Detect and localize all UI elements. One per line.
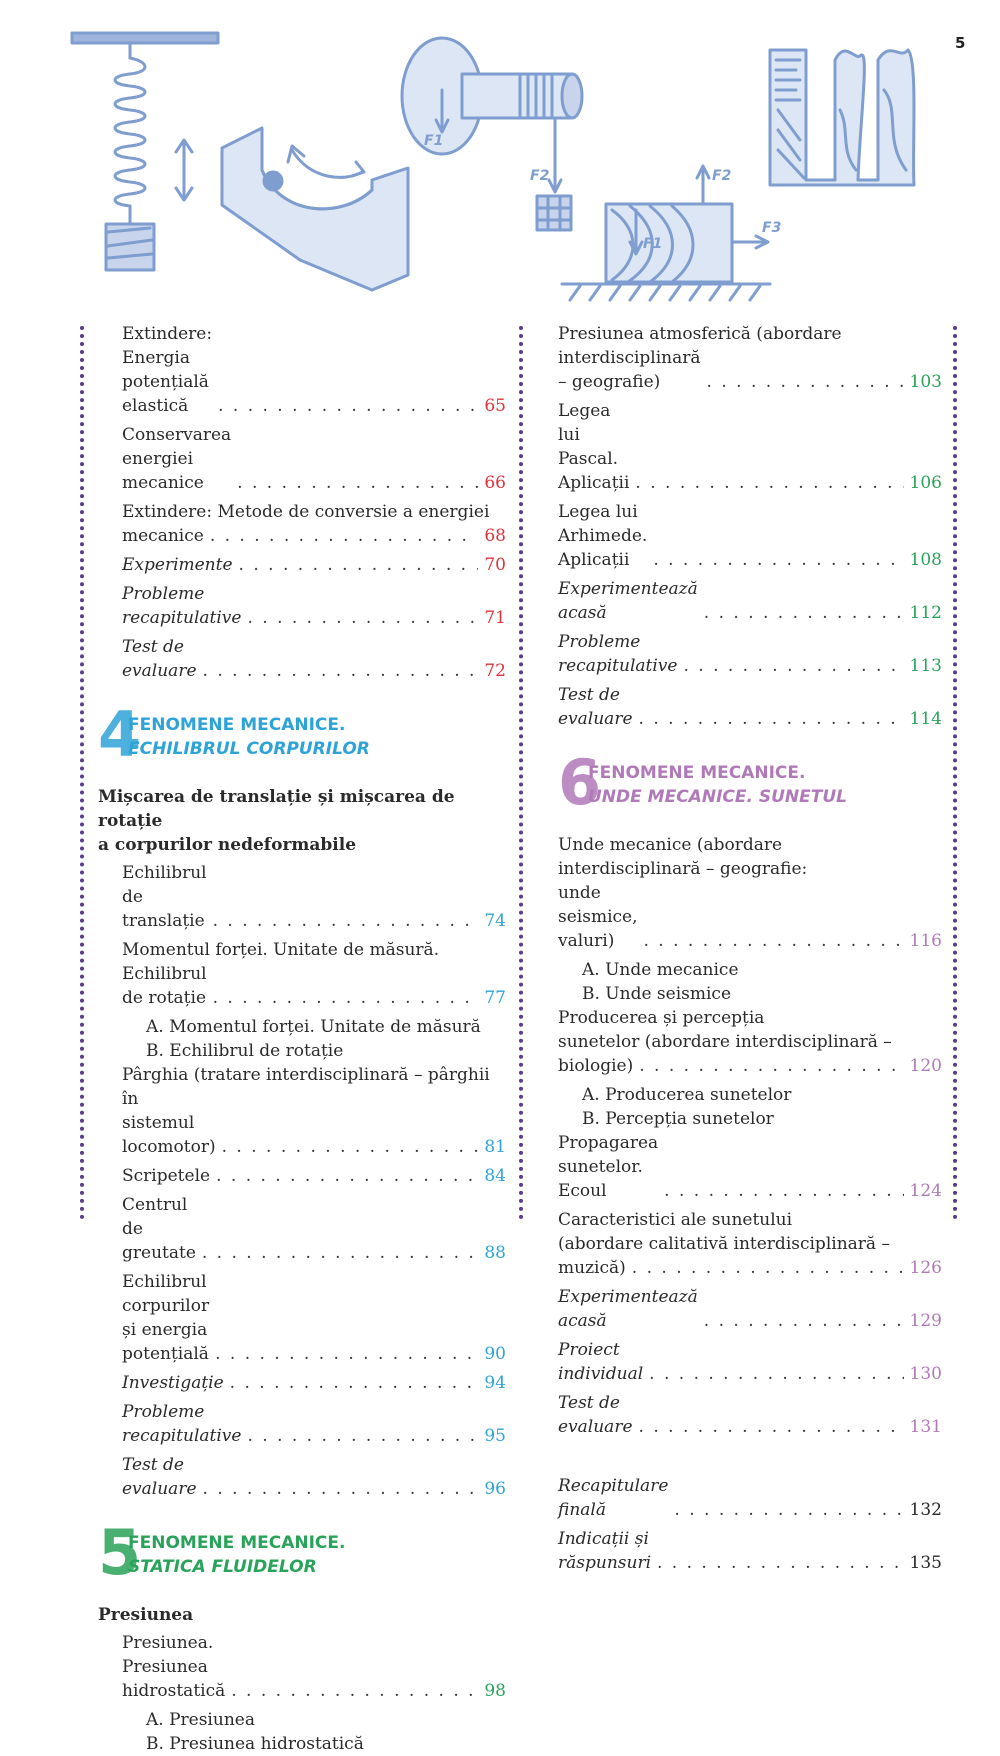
toc-entry-title: Extindere: Metode de conversie a energiei	[122, 502, 490, 522]
force-label: F2	[530, 168, 550, 184]
toc-entry-page: 74	[484, 911, 506, 931]
toc-entry-title: în sistemul locomotor)	[122, 1089, 216, 1157]
toc-entry-page: 66	[484, 473, 506, 493]
dot-leader	[657, 1551, 904, 1575]
toc-entry[interactable]	[558, 881, 942, 953]
toc-entry-title: interdisciplinară – geografie)	[558, 348, 701, 392]
toc-right-column	[558, 322, 942, 1580]
block-forces-sketch	[562, 166, 770, 300]
toc-entry[interactable]	[98, 1039, 506, 1063]
section-heading: Presiunea	[98, 1605, 194, 1625]
toc-entry-page: 65	[484, 396, 506, 416]
toc-entry[interactable]	[558, 1054, 942, 1078]
toc-entry[interactable]	[98, 861, 506, 933]
toc-left-column	[98, 322, 506, 1756]
chapter-number: 5	[98, 1516, 142, 1589]
toc-entry-page: 88	[484, 1243, 506, 1263]
toc-entry[interactable]	[558, 1107, 942, 1131]
toc-entry[interactable]	[558, 577, 942, 625]
toc-entry-title: Propagarea sunetelor. Ecoul	[558, 1133, 659, 1201]
toc-entry-title: Probleme recapitulative	[122, 1402, 242, 1446]
toc-entry-page: 68	[484, 526, 506, 546]
dot-leader	[237, 471, 478, 495]
toc-entry-title: Test de evaluare	[558, 1393, 633, 1437]
toc-entry[interactable]	[558, 1527, 942, 1575]
toc-entry[interactable]	[98, 582, 506, 630]
toc-entry-title: Recapitulare finală	[558, 1476, 669, 1520]
chapter-title-line2: UNDE MECANICE. SUNETUL	[588, 787, 847, 807]
toc-entry[interactable]	[98, 938, 506, 962]
chapter-title-line2: ECHILIBRUL CORPURILOR	[128, 739, 370, 759]
toc-entry-title: A. Producerea sunetelor	[582, 1085, 792, 1105]
toc-entry[interactable]	[98, 1087, 506, 1159]
toc-entry-page: 71	[484, 608, 506, 628]
dot-leader	[216, 1164, 478, 1188]
toc-entry-title: Producerea și percepția	[558, 1008, 765, 1028]
toc-entry-page: 77	[484, 988, 506, 1008]
force-label: F1	[424, 133, 444, 149]
toc-entry-title: Proiect individual	[558, 1340, 644, 1384]
toc-entry-page: 113	[909, 656, 942, 676]
toc-entry[interactable]	[558, 857, 942, 881]
toc-entry-title: Pârghia (tratare interdisciplinară – pârghii	[122, 1065, 490, 1085]
dot-leader	[704, 1309, 904, 1333]
toc-entry-title: Experimente	[122, 555, 233, 575]
toc-entry-page: 126	[909, 1258, 942, 1278]
toc-entry-title: Probleme recapitulative	[122, 584, 242, 628]
toc-entry[interactable]	[98, 1400, 506, 1448]
toc-entry[interactable]	[558, 683, 942, 731]
spring-sketch	[72, 33, 218, 270]
toc-entry[interactable]	[558, 1030, 942, 1054]
dot-leader	[213, 986, 478, 1010]
toc-entry[interactable]	[558, 500, 942, 572]
toc-entry-title: interdisciplinară – geografie:	[558, 859, 808, 879]
toc-entry[interactable]	[558, 1006, 942, 1030]
dot-leader	[704, 601, 904, 625]
toc-entry-title: Test de evaluare	[122, 637, 197, 681]
toc-entry-title: Presiunea. Presiunea hidrostatică	[122, 1633, 226, 1701]
dot-leader	[643, 929, 903, 953]
chapter-title-line2: STATICA FLUIDELOR	[128, 1557, 317, 1577]
toc-entry-page: 96	[484, 1479, 506, 1499]
spacer	[558, 1444, 942, 1474]
toc-entry[interactable]	[98, 962, 506, 1010]
toc-entry-page: 81	[484, 1137, 506, 1157]
dot-leader	[635, 471, 903, 495]
toc-entry[interactable]	[558, 630, 942, 678]
dot-leader	[649, 1362, 903, 1386]
chapter-5-heading	[98, 1516, 506, 1589]
toc-entry[interactable]	[558, 1232, 942, 1256]
chapter-title-line1: FENOMENE MECANICE.	[128, 715, 346, 735]
section-heading-line: Mișcarea de translație și mișcarea de rotație	[98, 787, 455, 831]
dot-leader	[239, 553, 478, 577]
toc-entry-title: Experimentează acasă	[558, 579, 698, 623]
chapter-4-entries	[98, 861, 506, 1501]
toc-entry-title: A. Momentul forței. Unitate de măsură	[146, 1017, 481, 1037]
toc-entry-title: biologie)	[558, 1056, 634, 1076]
dot-leader	[203, 659, 478, 683]
toc-entry-title: sunetelor (abordare interdisciplinară –	[558, 1032, 892, 1052]
chapter-title-line1: FENOMENE MECANICE.	[588, 763, 806, 783]
toc-entry[interactable]	[558, 833, 942, 857]
toc-entry-page: 72	[484, 661, 506, 681]
dot-leader	[247, 1424, 478, 1448]
dot-leader	[222, 1135, 478, 1159]
toc-entry[interactable]	[98, 1164, 506, 1188]
toc-entry-title: Indicații și răspunsuri	[558, 1529, 652, 1573]
toc-entry[interactable]	[98, 1015, 506, 1039]
toc-entry-title: Experimentează acasă	[558, 1287, 698, 1331]
toc-entry[interactable]	[98, 524, 506, 548]
dot-leader	[664, 1179, 903, 1203]
page-number: 5	[955, 34, 966, 52]
center-dotted-divider	[519, 326, 523, 1220]
toc-entry[interactable]	[98, 1708, 506, 1732]
toc-entry-page: 70	[484, 555, 506, 575]
chapter-6-entries	[558, 833, 942, 1439]
toc-entry-title: Conservarea energiei mecanice	[122, 425, 232, 493]
toc-entry-title: A. Unde mecanice	[582, 960, 739, 980]
toc-entry-page: 106	[909, 473, 942, 493]
dot-leader	[247, 606, 478, 630]
toc-entry[interactable]	[98, 1270, 506, 1366]
toc-entry-page: 90	[484, 1344, 506, 1364]
right-top-entries	[558, 322, 942, 731]
toc-entry-page: 112	[909, 603, 942, 623]
toc-entry[interactable]	[558, 1285, 942, 1333]
dot-leader	[203, 1477, 478, 1501]
toc-entry[interactable]	[558, 1256, 942, 1280]
dot-leader	[632, 1256, 904, 1280]
toc-entry-title: Test de evaluare	[558, 685, 633, 729]
dot-leader	[639, 1054, 903, 1078]
dot-leader	[230, 1371, 478, 1395]
toc-entry[interactable]	[98, 322, 506, 418]
dot-leader	[707, 370, 904, 394]
dot-leader	[683, 654, 903, 678]
toc-entry[interactable]	[98, 1732, 506, 1756]
dot-leader	[653, 548, 903, 572]
physics-sketch-illustration	[0, 0, 1000, 310]
toc-entry[interactable]	[558, 322, 942, 346]
force-label: F2	[712, 168, 732, 184]
toc-entry[interactable]	[558, 958, 942, 982]
dot-leader	[213, 909, 478, 933]
section-heading-line: a corpurilor nedeformabile	[98, 835, 357, 855]
toc-entry-title: Extindere: Energia potențială elastică	[122, 324, 213, 416]
toc-entry-page: 120	[909, 1056, 942, 1076]
toc-entry-page: 108	[909, 550, 942, 570]
toc-entry-title: Echilibrul de rotație	[122, 964, 207, 1008]
toc-entry-title: unde seismice, valuri)	[558, 883, 638, 951]
toc-entry-page: 98	[484, 1681, 506, 1701]
toc-entry-page: 114	[909, 709, 942, 729]
toc-entry-page: 131	[909, 1417, 942, 1437]
dot-leader	[210, 524, 478, 548]
toc-entry-title: A. Presiunea	[146, 1710, 255, 1730]
toc-entry-title: Scripetele	[122, 1166, 211, 1186]
toc-entry[interactable]	[98, 553, 506, 577]
toc-entry-title: muzică)	[558, 1258, 626, 1278]
toc-entry[interactable]	[558, 1391, 942, 1439]
toc-entry-title: Probleme recapitulative	[558, 632, 678, 676]
section-heading	[98, 785, 506, 857]
dot-leader	[215, 1342, 478, 1366]
toc-entry-page: 129	[909, 1311, 942, 1331]
toc-entry-title: (abordare calitativă interdisciplinară –	[558, 1234, 890, 1254]
toc-entry[interactable]	[558, 1083, 942, 1107]
toc-entry-title: Legea lui Arhimede. Aplicații	[558, 502, 648, 570]
dot-leader	[231, 1679, 478, 1703]
toc-entry[interactable]	[558, 1208, 942, 1232]
left-dotted-divider	[80, 326, 84, 1220]
toc-entry-title: Unde mecanice (abordare	[558, 835, 783, 855]
toc-entry-page: 103	[909, 372, 942, 392]
toc-entry-page: 124	[909, 1181, 942, 1201]
force-label: F1	[643, 236, 663, 252]
right-dotted-divider	[953, 326, 957, 1220]
toc-entry-title: B. Percepția sunetelor	[582, 1109, 774, 1129]
toc-entry-title: Echilibrul corpurilor și energia potențială	[122, 1272, 210, 1364]
left-top-entries	[98, 322, 506, 683]
toc-entry-title: Investigație	[122, 1373, 224, 1393]
toc-entry-page: 135	[909, 1553, 942, 1573]
toc-entry-title: Caracteristici ale sunetului	[558, 1210, 793, 1230]
dot-leader	[218, 394, 478, 418]
toc-entry-title: B. Echilibrul de rotație	[146, 1041, 344, 1061]
toc-entry-title: Centrul de greutate	[122, 1195, 196, 1263]
toc-entry[interactable]	[558, 1131, 942, 1203]
toc-entry[interactable]	[98, 635, 506, 683]
toc-entry-title: Echilibrul de translație	[122, 863, 207, 931]
toc-entry[interactable]	[558, 982, 942, 1006]
toc-entry[interactable]	[558, 346, 942, 394]
toc-entry-title: Legea lui Pascal. Aplicații	[558, 401, 630, 493]
chapter-number: 6	[558, 746, 602, 819]
toc-entry-page: 116	[909, 931, 942, 951]
toc-entry[interactable]	[558, 1338, 942, 1386]
dot-leader	[202, 1241, 478, 1265]
chapter-4-heading	[98, 698, 506, 771]
toc-entry[interactable]	[98, 500, 506, 524]
toc-entry-title: Presiunea atmosferică (abordare	[558, 324, 842, 344]
toc-entry[interactable]	[98, 1371, 506, 1395]
halfpipe-sketch	[222, 128, 408, 290]
toc-entry-page: 94	[484, 1373, 506, 1393]
toc-entry-title: B. Presiunea hidrostatică	[146, 1734, 364, 1754]
toc-entry-title: Test de evaluare	[122, 1455, 197, 1499]
toc-entry[interactable]	[98, 1631, 506, 1703]
communicating-vessels-sketch	[770, 50, 914, 185]
toc-entry-page: 130	[909, 1364, 942, 1384]
toc-entry[interactable]	[98, 423, 506, 495]
dot-leader	[674, 1498, 903, 1522]
toc-entry-page: 84	[484, 1166, 506, 1186]
toc-entry[interactable]	[98, 1453, 506, 1501]
toc-entry-title: Momentul forței. Unitate de măsură.	[122, 940, 440, 960]
toc-entry-title: B. Unde seismice	[582, 984, 732, 1004]
toc-entry[interactable]	[558, 1474, 942, 1522]
chapter-5-entries	[98, 1631, 506, 1756]
toc-entry[interactable]	[98, 1193, 506, 1265]
toc-entry[interactable]	[558, 399, 942, 495]
dot-leader	[639, 707, 904, 731]
final-entries	[558, 1474, 942, 1575]
toc-entry-title: mecanice	[122, 526, 204, 546]
toc-entry[interactable]	[98, 1063, 506, 1087]
force-label: F3	[762, 220, 782, 236]
chapter-number: 4	[98, 698, 142, 771]
toc-entry-page: 95	[484, 1426, 506, 1446]
dot-leader	[639, 1415, 904, 1439]
chapter-6-heading	[558, 746, 942, 819]
chapter-title-line1: FENOMENE MECANICE.	[128, 1533, 346, 1553]
toc-entry-page: 132	[909, 1500, 942, 1520]
